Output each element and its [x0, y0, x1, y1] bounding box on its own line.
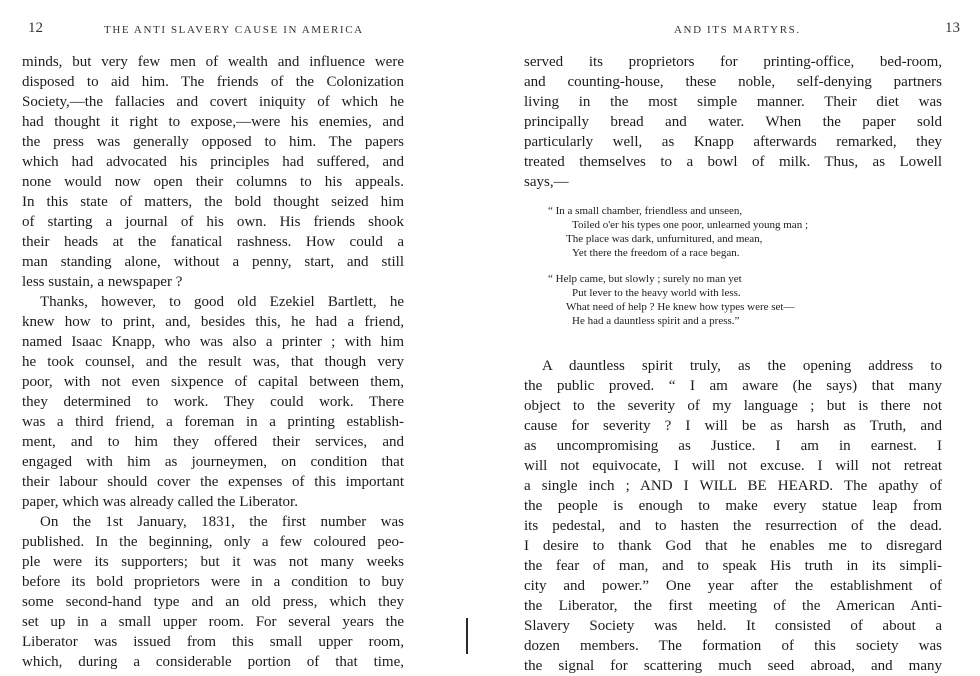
running-head: AND ITS MARTYRS.: [674, 24, 801, 36]
text-line: was a third friend, a foreman in a printing establish-: [22, 414, 404, 430]
text-line: named Isaac Knapp, who was also a printer ; with him: [22, 334, 404, 350]
poem-line: Put lever to the heavy world with less.: [572, 287, 741, 299]
text-line: A dauntless spirit truly, as the opening address to: [542, 358, 942, 374]
text-line: disposed to aid him. The friends of the Colonization: [22, 74, 404, 90]
text-line: city and power.” One year after the establishment of: [524, 578, 942, 594]
text-line: which, during a considerable portion of that time,: [22, 654, 404, 670]
text-line: the public proved. “ I am aware (he says) that many: [524, 378, 942, 394]
text-line: I desire to thank God that he enables me to disregard: [524, 538, 942, 554]
text-line: paper, which was already called the Liberator.: [22, 494, 298, 510]
poem-line: He had a dauntless spirit and a press.”: [572, 315, 740, 327]
stanza-gap: [524, 260, 942, 272]
poem-quotation: [524, 204, 942, 328]
text-line: served its proprietors for printing-office, bed-room,: [524, 54, 942, 70]
text-line: man standing alone, without a penny, start, and still: [22, 254, 404, 270]
poem-line: Toiled o'er his types one poor, unlearned young man ;: [572, 219, 808, 231]
poem-line: “ Help came, but slowly ; surely no man yet: [548, 273, 742, 285]
text-line: principally bread and water. When the paper sold: [524, 114, 942, 130]
text-line: a single inch ; AND I WILL BE HEARD. The apathy of: [524, 478, 942, 494]
text-line: ment, and to him they offered their services, and: [22, 434, 404, 450]
text-line: they determined to work. They could work. There: [22, 394, 404, 410]
text-line: Liberator was issued from this small upper room,: [22, 634, 404, 650]
text-line: living in the most simple manner. Their diet was: [524, 94, 942, 110]
text-line: knew how to print, and, besides this, he had a friend,: [22, 314, 404, 330]
text-line: their heads at the fanatical rashness. How could a: [22, 234, 404, 250]
body-text: [524, 52, 942, 676]
text-line: cause for severity ? I will be as harsh as Truth, and: [524, 418, 942, 434]
right-page: [494, 0, 980, 674]
text-line: the press was generally opposed to him. The papers: [22, 134, 404, 150]
text-line: he took counsel, and the result was, that though very: [22, 354, 404, 370]
text-line: Society,—the fallacies and covert iniquity of which he: [22, 94, 404, 110]
text-line: the signal for scattering much seed abroad, and many: [524, 658, 942, 674]
text-line: poor, with not even sixpence of capital between them,: [22, 374, 404, 390]
text-line: Thanks, however, to good old Ezekiel Bartlett, he: [40, 294, 404, 310]
text-line: Slavery Society was held. It consisted of about a: [524, 618, 942, 634]
text-line: particularly well, as Knapp afterwards remarked, they: [524, 134, 942, 150]
text-line: engaged with him as journeymen, on condition that: [22, 454, 404, 470]
text-line: published. In the beginning, only a few coloured peo-: [22, 534, 404, 550]
text-line: had thought it right to expose,—were his enemies, and: [22, 114, 404, 130]
text-line: object to the severity of my language ; but is there not: [524, 398, 942, 414]
poem-line: What need of help ? He knew how types were set—: [566, 301, 795, 313]
text-line: some second-hand type and an old press, which they: [22, 594, 404, 610]
paragraph: [524, 356, 942, 676]
text-line: On the 1st January, 1831, the first number was: [40, 514, 404, 530]
text-line: minds, but very few men of wealth and influence were: [22, 54, 404, 70]
text-line: treated themselves to a bowl of milk. Thus, as Lowell: [524, 154, 942, 170]
text-line: of starting a journal of his own. His friends shook: [22, 214, 404, 230]
running-head: THE ANTI SLAVERY CAUSE IN AMERICA: [104, 24, 364, 36]
text-line: and counting-house, these noble, self-denying partners: [524, 74, 942, 90]
left-page: [0, 0, 486, 668]
text-line: ple were its supporters; but it was not many weeks: [22, 554, 404, 570]
binding-gutter-mark: [466, 618, 468, 654]
text-line: the people is enough to make every statue leap from: [524, 498, 942, 514]
text-line: In this state of matters, the bold thought seized him: [22, 194, 404, 210]
text-line: will not equivocate, I will not excuse. I will not retreat: [524, 458, 942, 474]
text-line: its pedestal, and to hasten the resurrection of the dead.: [524, 518, 942, 534]
text-line: set up in a small upper room. For several years the: [22, 614, 404, 630]
text-line: as uncompromising as Justice. I am in earnest. I: [524, 438, 942, 454]
poem-line: The place was dark, unfurnitured, and mean,: [566, 233, 763, 245]
text-line: the Liberator, the first meeting of the American Anti-: [524, 598, 942, 614]
text-line: which had advocated his principles had suffered, and: [22, 154, 404, 170]
text-line: the fear of man, and to speak His truth in its simpli-: [524, 558, 942, 574]
text-line: dozen members. The formation of this society was: [524, 638, 942, 654]
text-line: none would now open their columns to his appeals.: [22, 174, 404, 190]
text-line: says,—: [524, 174, 569, 190]
text-line: their labour should cover the expenses of this important: [22, 474, 404, 490]
text-line: before its bold proprietors were in a condition to buy: [22, 574, 404, 590]
page-number: 12: [28, 20, 43, 36]
poem-line: Yet there the freedom of a race began.: [572, 247, 740, 259]
text-line: less sustain, a newspaper ?: [22, 274, 183, 290]
body-text: [22, 52, 404, 672]
poem-line: “ In a small chamber, friendless and unseen,: [548, 205, 743, 217]
page-number: 13: [945, 20, 960, 36]
